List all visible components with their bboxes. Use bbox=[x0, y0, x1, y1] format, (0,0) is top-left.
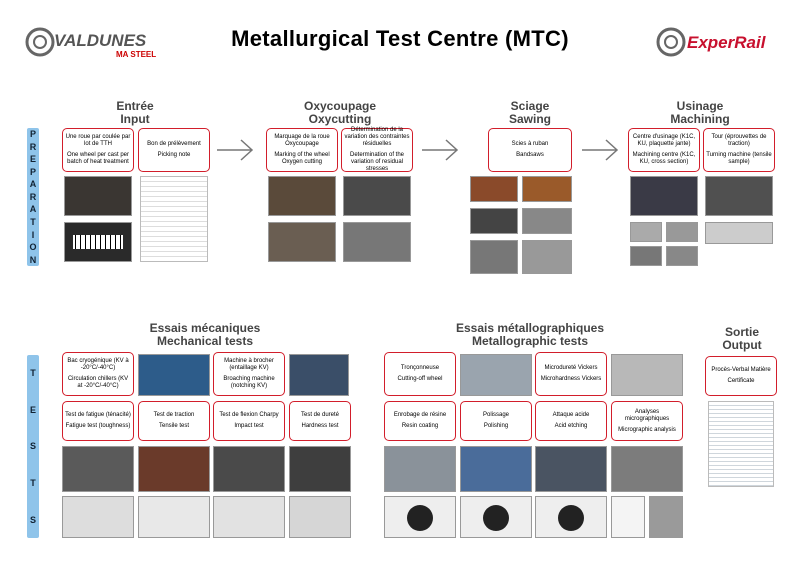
photo-machining-centre bbox=[630, 176, 698, 216]
photo-turning-machine bbox=[705, 176, 773, 216]
box-acid-etching: Attaque acide Acid etching bbox=[535, 401, 607, 441]
sidebar-tests-letter: E bbox=[29, 404, 36, 415]
valdunes-wordmark: VALDUNES bbox=[54, 31, 147, 50]
photo-machined-sample-3 bbox=[630, 246, 662, 266]
sidebar-preparation-letter: P bbox=[29, 166, 36, 177]
barcode-icon bbox=[73, 235, 123, 249]
page-title: Metallurgical Test Centre (MTC) bbox=[231, 26, 569, 51]
photo-microhardness bbox=[611, 354, 683, 396]
box-micrographic-analysis: Analyses micrographiques Micrographic analysis bbox=[611, 401, 683, 441]
box-hardness-test: Test de dureté Hardness test bbox=[289, 401, 351, 441]
photo-wheel-cut bbox=[343, 176, 411, 216]
stage-mechanical-heading: Essais mécaniques Mechanical tests bbox=[149, 321, 261, 348]
box-resin-coating: Enrobage de résine Resin coating bbox=[384, 401, 456, 441]
photo-wheel-sections bbox=[268, 222, 336, 262]
experrail-wordmark: ExperRail bbox=[687, 33, 766, 52]
sidebar-tests-letter: S bbox=[29, 441, 36, 452]
stage-input-heading: Entrée Input bbox=[116, 99, 154, 126]
photo-resin-press bbox=[384, 446, 456, 492]
photo-hardness-machine bbox=[289, 446, 351, 492]
box-circulation-chillers: Bac cryogénique (KV à -20°C/-40°C) Circulation chillers (KV at -20°C/-40°C) bbox=[62, 352, 134, 396]
photo-fatigue-sample bbox=[62, 496, 134, 538]
arrow-right-icon bbox=[420, 135, 460, 165]
box-certificate: Procès-Verbal Matière Certificate bbox=[705, 356, 777, 396]
box-tensile-test: Test de traction Tensile test bbox=[138, 401, 210, 441]
experrail-ring-icon bbox=[658, 29, 684, 55]
photo-wheels bbox=[64, 176, 132, 216]
photo-broaching-machine bbox=[289, 354, 349, 396]
box-bandsaws: Scies à ruban Bandsaws bbox=[488, 128, 572, 172]
box-fatigue-test: Test de fatigue (ténacité) Fatigue test (toughness) bbox=[62, 401, 134, 441]
sidebar-preparation-letter: A bbox=[29, 204, 37, 215]
stage-sawing-heading: Sciage Sawing bbox=[508, 99, 551, 126]
photo-fatigue-machine bbox=[62, 446, 134, 492]
photo-barcode bbox=[64, 222, 132, 262]
sidebar-preparation-letter: P bbox=[29, 129, 36, 140]
masteel-wordmark: MA STEEL bbox=[116, 50, 157, 59]
sidebar-tests-letter: T bbox=[30, 478, 36, 489]
box-residual-stress: Détermination de la variation des contraintes résiduelles Determination of the variation of residual stresses bbox=[341, 128, 413, 172]
box-machining-centre: Centre d'usinage (K1C, KU, plaquette jante) Machining centre (K1C, KU, cross section) bbox=[628, 128, 700, 172]
box-picking-note: Bon de prélèvement Picking note bbox=[138, 128, 210, 172]
photo-tensile-machine bbox=[138, 446, 210, 492]
photo-charpy-samples bbox=[213, 496, 285, 538]
sidebar-preparation-letter: A bbox=[29, 179, 37, 190]
photo-wheel-segment bbox=[343, 222, 411, 262]
box-impact-test: Test de flexion Charpy Impact test bbox=[213, 401, 285, 441]
box-turning-machine: Tour (éprouvettes de traction) Turning machine (tensile sample) bbox=[703, 128, 775, 172]
arrow-right-icon bbox=[580, 135, 620, 165]
photo-micrograph-1 bbox=[611, 496, 645, 538]
photo-tensile-sample-broken bbox=[138, 496, 210, 538]
photo-certificate-document bbox=[708, 401, 774, 487]
box-broaching-machine: Machine à brocher (entaillage KV) Broaching machine (notching KV) bbox=[213, 352, 285, 396]
photo-oxycutting-machine bbox=[268, 176, 336, 216]
photo-cutting-off-wheel bbox=[460, 354, 532, 396]
sidebar-preparation-letter: T bbox=[30, 216, 36, 227]
photo-machined-sample-1 bbox=[630, 222, 662, 242]
photo-polished-mount bbox=[460, 496, 532, 538]
sidebar-tests-letter: S bbox=[29, 514, 36, 525]
box-oxycutting-marking: Marquage de la roue Oxycoupage Marking of the wheel Oxygen cutting bbox=[266, 128, 338, 172]
sidebar-preparation-letter: O bbox=[29, 242, 37, 253]
box-microhardness-vickers: Microdureté Vickers Microhardness Vickers bbox=[535, 352, 607, 396]
photo-etched-mount bbox=[535, 496, 607, 538]
sidebar-preparation-letter: R bbox=[29, 191, 37, 202]
sidebar-tests bbox=[27, 355, 39, 538]
arrow-right-icon bbox=[215, 135, 255, 165]
stage-output-heading: Sortie Output bbox=[722, 325, 762, 352]
photo-hardness-sample bbox=[289, 496, 351, 538]
box-polishing: Polissage Polishing bbox=[460, 401, 532, 441]
stage-metallographic-heading: Essais métallographiques Metallographic tests bbox=[455, 321, 605, 348]
sidebar-tests-letter: T bbox=[30, 368, 36, 379]
box-input-wheel: Une roue par coulée par lot de TTH One wheel per cast per batch of heat treatment bbox=[62, 128, 134, 172]
photo-sample-1 bbox=[470, 208, 518, 234]
photo-resin-mount bbox=[384, 496, 456, 538]
photo-polisher bbox=[460, 446, 532, 492]
photo-microscope-station bbox=[611, 446, 683, 492]
photo-sample-4 bbox=[522, 240, 572, 274]
photo-micrograph-2 bbox=[649, 496, 683, 538]
stage-oxycutting-heading: Oxycoupage Oxycutting bbox=[303, 99, 377, 126]
sidebar-preparation-letter: N bbox=[29, 254, 37, 265]
sidebar-preparation bbox=[27, 128, 39, 266]
box-cutting-off-wheel: Tronçonneuse Cutting-off wheel bbox=[384, 352, 456, 396]
stage-machining-heading: Usinage Machining bbox=[670, 99, 730, 126]
photo-etching-hood bbox=[535, 446, 607, 492]
photo-picking-note-document bbox=[140, 176, 208, 262]
photo-chiller bbox=[138, 354, 210, 396]
photo-charpy-machine bbox=[213, 446, 285, 492]
sidebar-preparation-letter: E bbox=[29, 154, 36, 165]
photo-machined-sample-4 bbox=[666, 246, 698, 266]
sidebar-preparation-letter: I bbox=[31, 229, 35, 240]
photo-machined-sample-2 bbox=[666, 222, 698, 242]
experrail-logo bbox=[655, 26, 785, 60]
photo-sample-2 bbox=[522, 208, 572, 234]
photo-tensile-sample bbox=[705, 222, 773, 244]
photo-bandsaw-1 bbox=[470, 176, 518, 202]
photo-sample-3 bbox=[470, 240, 518, 274]
photo-bandsaw-2 bbox=[522, 176, 572, 202]
sidebar-preparation-letter: R bbox=[29, 141, 37, 152]
